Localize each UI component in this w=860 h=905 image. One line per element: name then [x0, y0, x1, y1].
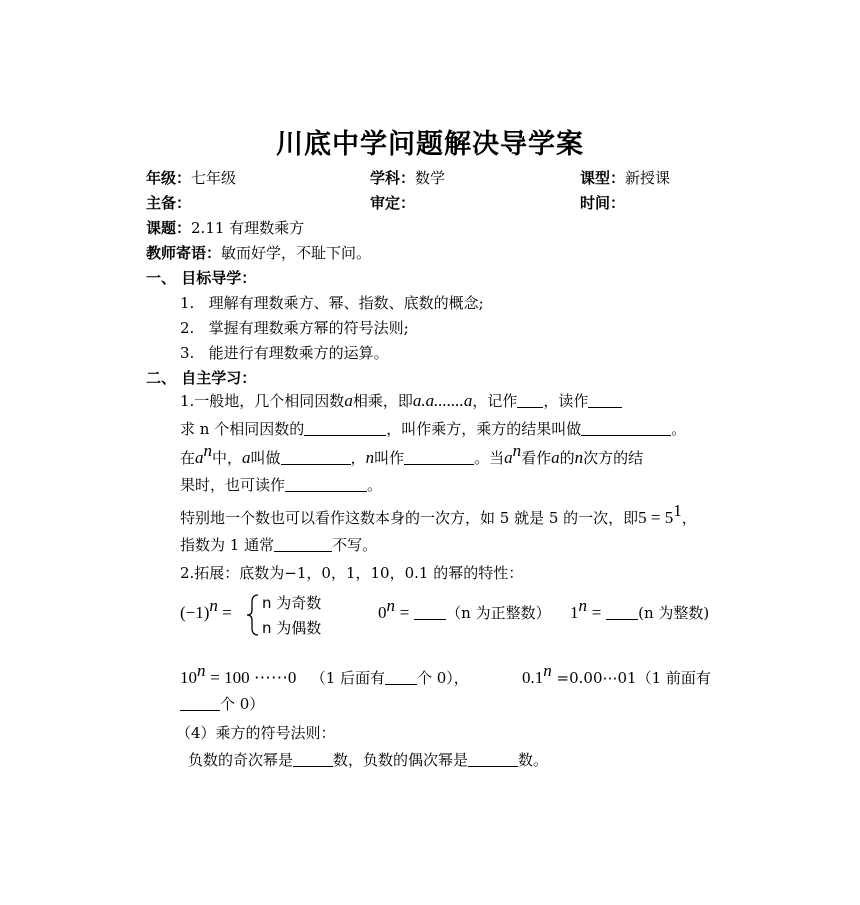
exponent-n: n: [386, 596, 395, 615]
text: 。: [367, 476, 383, 494]
subject-row: [370, 168, 445, 188]
definition-line-3: 在$a^n$中，a叫做 ，n叫作 。当$a^n$看作a的n次方的结: [180, 441, 644, 467]
exponent-n: n: [209, 596, 218, 615]
exponent-note-line: [180, 535, 377, 555]
tenth-note-line: [180, 694, 264, 714]
power-equation: 5 = 5: [638, 508, 674, 527]
text: 。当: [474, 449, 505, 467]
section2-heading: 二、 自主学习：: [146, 369, 257, 387]
page-title: 川底中学问题解决导学案: [276, 129, 584, 160]
base-tenth: 0.1: [522, 668, 544, 687]
grade-label: 年级：: [146, 169, 192, 187]
time-label: 时间：: [580, 194, 626, 212]
fill-blank[interactable]: [404, 449, 474, 465]
text: 。: [671, 420, 687, 438]
text: 果时，也可读作: [180, 476, 286, 494]
fill-blank[interactable]: [581, 420, 671, 436]
grade-row: [146, 168, 236, 188]
grade-value: 七年级: [191, 169, 237, 187]
fill-blank[interactable]: [606, 604, 638, 620]
one-note: (n 为整数): [638, 604, 710, 622]
fill-blank[interactable]: [274, 536, 332, 552]
var-n: n: [574, 448, 584, 467]
one-power: [570, 596, 710, 623]
type-value: 新授课: [625, 169, 671, 187]
goal-text: 理解有理数乘方、幂、指数、底数的概念;: [208, 294, 484, 312]
text: 中，: [212, 449, 243, 467]
equals-sign: =: [222, 603, 232, 622]
text: 数。: [518, 751, 549, 769]
goal-text: 掌握有理数乘方幂的符号法则;: [208, 319, 409, 337]
type-row: [580, 168, 670, 188]
exponent-one: 1: [673, 501, 682, 520]
text: 数，负数的偶次幂是: [333, 751, 469, 769]
motto-row: [146, 243, 371, 263]
exponent-n: n: [197, 661, 206, 680]
goal-number: 3.: [180, 344, 195, 362]
text: （1 后面有: [310, 669, 385, 687]
fill-blank[interactable]: [281, 449, 351, 465]
text: 个 0）: [220, 695, 265, 713]
text: ，: [681, 509, 697, 527]
goal-number: 1.: [180, 294, 195, 312]
fill-blank[interactable]: [588, 392, 622, 408]
var-a: a: [242, 448, 251, 467]
text: 负数的奇次幂是: [188, 751, 294, 769]
text: ，记作: [472, 392, 518, 410]
fill-blank[interactable]: [385, 669, 417, 685]
text: 求 n 个相同因数的: [180, 420, 305, 438]
text: 相乘，即: [352, 392, 413, 410]
fill-blank[interactable]: [180, 695, 220, 711]
special-case-line: [180, 501, 697, 528]
exponent-n: n: [512, 441, 522, 460]
tenth-result: =0.00⋯01（1 前面有: [556, 669, 711, 687]
ten-result: = 100 ⋯⋯0: [210, 668, 297, 687]
topic-row: [146, 218, 304, 238]
base-neg-one: (−1): [180, 603, 210, 622]
product-expression: a.a.......a: [412, 391, 473, 410]
neg-one-power: [180, 596, 232, 623]
var-a: a: [195, 448, 204, 467]
var-a: a: [344, 391, 353, 410]
var-a: a: [551, 448, 560, 467]
fill-blank[interactable]: [304, 420, 386, 436]
fill-blank[interactable]: [293, 751, 333, 767]
extension-heading: 2.拓展：底数为−1，0，1，10，0.1 的幂的特性：: [180, 564, 524, 582]
section1-heading: 一、 目标导学：: [146, 269, 257, 287]
goal-text: 能进行有理数乘方的运算。: [208, 344, 389, 362]
text: ，读作: [543, 392, 589, 410]
exponent-n: n: [203, 441, 213, 460]
base-zero: 0: [378, 603, 387, 622]
motto-value: 敏而好学，不耻下问。: [221, 244, 372, 262]
fill-blank[interactable]: [517, 392, 543, 408]
definition-line-4: [180, 475, 382, 495]
text: 不写。: [332, 536, 378, 554]
goal-item: [180, 343, 389, 363]
lead-label: 主备：: [146, 194, 192, 212]
zero-note: （n 为正整数）: [446, 604, 551, 622]
exponent-n: n: [543, 661, 552, 680]
text: 1.一般地，几个相同因数: [180, 392, 345, 410]
goal-number: 2.: [180, 319, 195, 337]
subject-label: 学科：: [370, 169, 416, 187]
text: 看作: [521, 449, 552, 467]
goal-item: [180, 293, 484, 313]
text: 叫作: [374, 449, 405, 467]
subject-value: 数学: [415, 169, 446, 187]
text: 次方的结: [583, 449, 644, 467]
odd-case: n 为奇数: [262, 594, 322, 612]
zero-power: [378, 596, 551, 623]
text: 在: [180, 449, 196, 467]
text: 的: [559, 449, 575, 467]
base-one: 1: [570, 603, 579, 622]
fill-blank[interactable]: [285, 476, 367, 492]
motto-label: 教师寄语：: [146, 244, 222, 262]
left-brace-icon: [246, 594, 260, 636]
text: 指数为 1 通常: [180, 536, 275, 554]
text: 叫做: [250, 449, 281, 467]
equals-sign: =: [591, 603, 602, 622]
rule-heading: （4）乘方的符号法则：: [176, 724, 336, 742]
topic-label: 课题：: [146, 219, 192, 237]
topic-value: 2.11 有理数乘方: [191, 219, 305, 237]
var-n: n: [365, 448, 375, 467]
even-case: n 为偶数: [262, 619, 322, 637]
base-ten: 10: [180, 668, 197, 687]
var-a: a: [504, 448, 513, 467]
type-label: 课型：: [580, 169, 626, 187]
definition-line-1: [180, 391, 622, 411]
tenth-power: [522, 661, 711, 688]
equals-sign: =: [399, 603, 410, 622]
review-label: 审定：: [370, 194, 416, 212]
definition-line-2: [180, 419, 686, 439]
text: ，叫作乘方，乘方的结果叫做: [386, 420, 582, 438]
exponent-n: n: [578, 596, 587, 615]
fill-blank[interactable]: [414, 604, 446, 620]
goal-item: [180, 318, 409, 338]
sign-rule-line: [188, 750, 548, 770]
text: 个 0），: [417, 669, 469, 687]
fill-blank[interactable]: [468, 751, 518, 767]
ten-power: [180, 661, 469, 688]
text: 特别地一个数也可以看作这数本身的一次方，如 5 就是 5 的一次，即: [180, 509, 639, 527]
